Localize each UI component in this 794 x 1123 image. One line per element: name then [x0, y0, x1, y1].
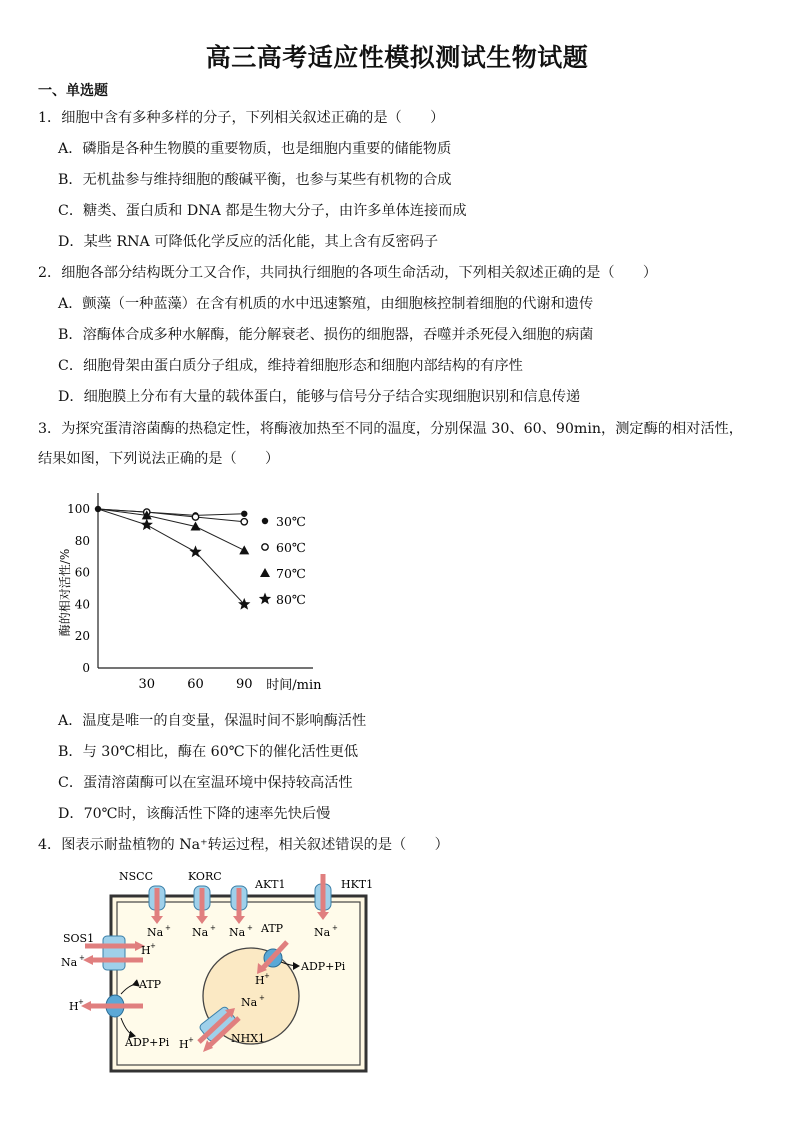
legend-label: 30℃	[276, 514, 306, 529]
svg-text:Na: Na	[314, 926, 331, 939]
q1-option-d: D．某些 RNA 可降低化学反应的活化能，其上含有反密码子	[58, 234, 439, 250]
svg-text:+: +	[79, 954, 85, 962]
label-sos1: SOS1	[63, 932, 95, 945]
x-axis-label: 时间/min	[266, 678, 322, 693]
svg-text:+: +	[165, 924, 171, 932]
na-transport-diagram	[55, 866, 385, 1081]
series-line	[98, 509, 244, 550]
label-nscc: NSCC	[119, 870, 153, 883]
data-point	[241, 511, 247, 517]
svg-text:Na: Na	[61, 956, 78, 969]
series-line	[98, 509, 244, 522]
q3-option-a: A．温度是唯一的自变量，保温时间不影响酶活性	[58, 713, 367, 729]
page-title: 高三高考适应性模拟测试生物试题	[205, 43, 589, 72]
legend-label: 80℃	[276, 592, 306, 607]
data-point	[95, 506, 101, 512]
q3-option-c: C．蛋清溶菌酶可以在室温环境中保持较高活性	[58, 775, 353, 791]
legend-marker	[262, 544, 268, 550]
svg-text:+: +	[210, 924, 216, 932]
data-point	[189, 545, 201, 557]
question-2-stem: 2．细胞各部分结构既分工又合作，共同执行细胞的各项生命活动，下列相关叙述正确的是（ ）	[38, 265, 658, 281]
svg-text:H: H	[255, 974, 265, 987]
svg-text:+: +	[259, 994, 265, 1002]
label-nhx1: NHX1	[231, 1032, 266, 1045]
q2-option-c: C．细胞骨架由蛋白质分子组成，维持着细胞形态和细胞内部结构的有序性	[58, 358, 523, 374]
svg-text:H: H	[179, 1038, 189, 1051]
q2-option-a: A．颤藻（一种蓝藻）在含有机质的水中迅速繁殖，由细胞核控制着细胞的代谢和遗传	[58, 296, 594, 312]
svg-text:Na: Na	[241, 996, 258, 1009]
legend-marker	[259, 593, 271, 605]
h-label-plasma	[69, 998, 84, 1013]
legend-label: 60℃	[276, 540, 306, 555]
data-point	[239, 545, 249, 554]
x-tick-label: 90	[235, 677, 253, 692]
q3-option-b: B．与 30℃相比，酶在 60℃下的催化活性更低	[58, 744, 359, 760]
svg-text:+: +	[188, 1036, 194, 1044]
label-akt1: AKT1	[255, 878, 286, 891]
svg-text:+: +	[247, 924, 253, 932]
y-tick-label: 60	[74, 565, 90, 580]
chart-lines	[98, 509, 244, 604]
label-korc: KORC	[188, 870, 222, 883]
y-axis-label: 酶的相对活性/%	[58, 548, 72, 637]
svg-text:Na: Na	[229, 926, 246, 939]
chart-legend	[259, 514, 306, 607]
x-tick-label: 30	[138, 677, 156, 692]
label-atp-plasma: ATP	[139, 978, 162, 991]
y-tick-label: 20	[74, 629, 90, 644]
question-4-stem: 4．图表示耐盐植物的 Na⁺转运过程，相关叙述错误的是（ ）	[38, 837, 449, 853]
data-point	[192, 514, 198, 520]
series-line	[98, 509, 244, 604]
q3-option-d: D．70℃时，该酶活性下降的速率先快后慢	[58, 806, 331, 822]
svg-text:+: +	[78, 998, 84, 1006]
section-heading: 一、单选题	[38, 83, 108, 99]
enzyme-activity-chart	[55, 485, 375, 697]
q1-option-b: B．无机盐参与维持细胞的酸碱平衡，也参与某些有机物的合成	[58, 172, 452, 188]
legend-marker	[262, 518, 268, 524]
label-hkt1: HKT1	[341, 878, 374, 891]
data-point	[241, 519, 247, 525]
q1-option-a: A．磷脂是各种生物膜的重要物质，也是细胞内重要的储能物质	[58, 141, 452, 157]
data-point	[141, 518, 153, 530]
q2-option-d: D．细胞膜上分布有大量的载体蛋白，能够与信号分子结合实现细胞识别和信息传递	[58, 389, 581, 405]
question-3-stem: 3．为探究蛋清溶菌酶的热稳定性，将酶液加热至不同的温度，分别保温 30、60、90min，测定酶的相对活性，结果如图，下列说法正确的是（ ）	[38, 421, 743, 467]
y-tick-label: 40	[74, 597, 90, 612]
label-adp-plasma: ADP+Pi	[125, 1036, 170, 1049]
legend-marker	[260, 568, 270, 577]
svg-text:+: +	[264, 972, 270, 980]
label-adp-vacuole: ADP+Pi	[301, 960, 346, 973]
label-atp-vacuole: ATP	[261, 922, 284, 935]
na-label-sos1	[61, 954, 85, 969]
question-1-stem: 1．细胞中含有多种多样的分子，下列相关叙述正确的是（ ）	[38, 110, 445, 126]
svg-text:+: +	[332, 924, 338, 932]
svg-text:Na: Na	[147, 926, 164, 939]
svg-text:H: H	[69, 1000, 79, 1013]
y-tick-label: 0	[82, 661, 90, 675]
svg-text:Na: Na	[192, 926, 209, 939]
q2-option-b: B．溶酶体合成多种水解酶，能分解衰老、损伤的细胞器，吞噬并杀死侵入细胞的病菌	[58, 327, 594, 343]
legend-label: 70℃	[276, 566, 306, 581]
x-tick-label: 60	[187, 677, 204, 692]
y-tick-label: 100	[67, 502, 90, 516]
y-tick-label: 80	[74, 533, 90, 548]
svg-text:+: +	[150, 942, 156, 950]
q1-option-c: C．糖类、蛋白质和 DNA 都是生物大分子，由许多单体连接而成	[58, 203, 467, 219]
svg-text:H: H	[141, 944, 151, 957]
